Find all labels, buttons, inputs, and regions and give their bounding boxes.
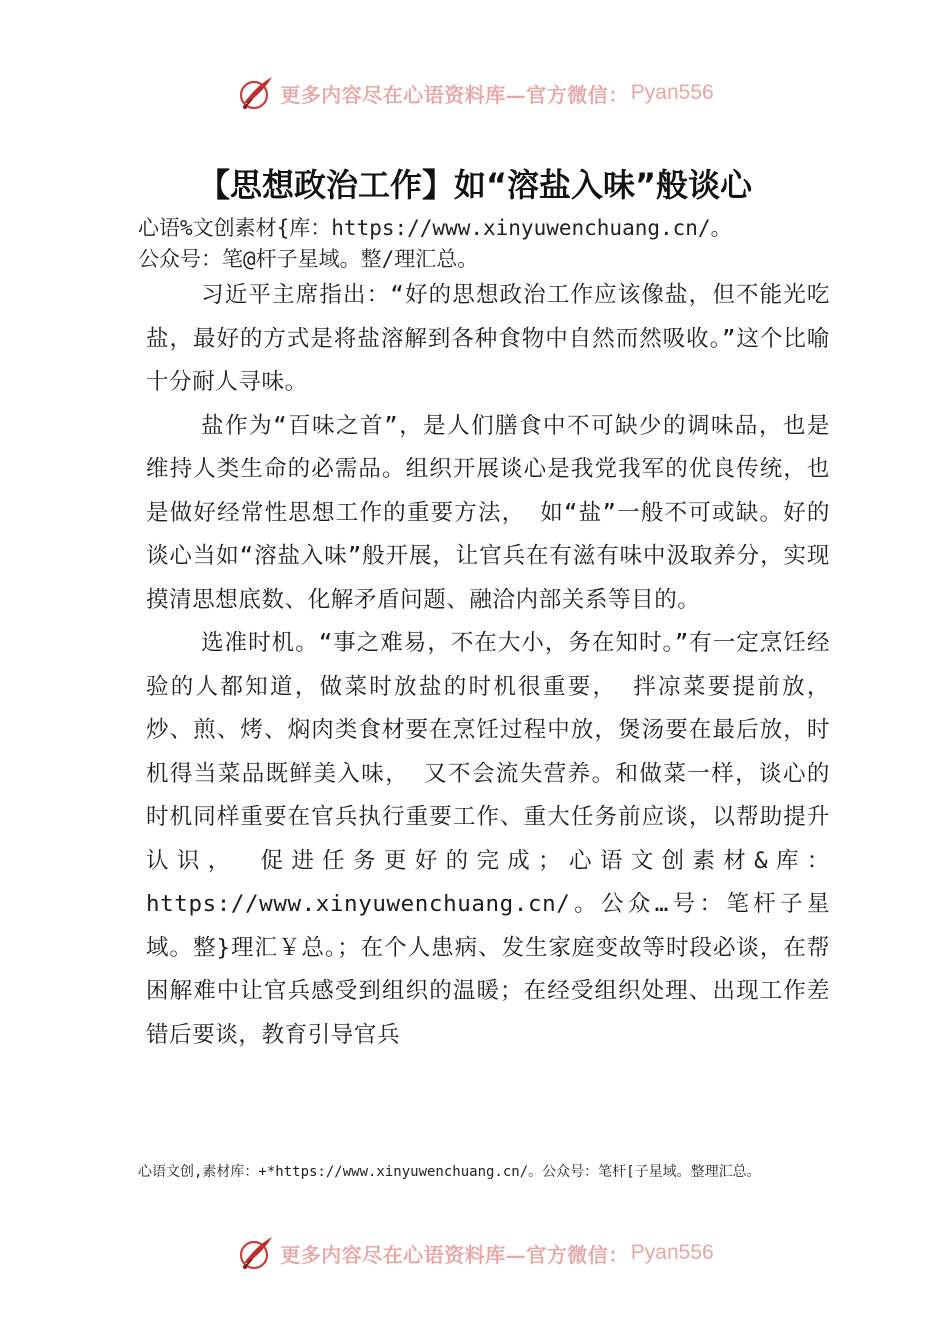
footer-banner [0, 1230, 950, 1276]
watermark-line-2: 公众号：笔@杆子星域。整/理汇总。 [138, 247, 479, 271]
footer-watermark-note: 心语文创,素材库：+*https://www.xinyuwenchuang.cn/。公众号：笔杆[子星域。整理汇总。 [138, 1164, 761, 1180]
paragraph-1: 习近平主席指出：“好的思想政治工作应该像盐，但不能光吃盐，最好的方式是将盐溶解到各种食物中自然而然吸收。”这个比喻十分耐人寻味。 [146, 282, 830, 395]
article-body [146, 274, 830, 1057]
paragraph-2: 盐作为“百味之首”，是人们膳食中不可缺少的调味品，也是维持人类生命的必需品。组织开展谈心是我党我军的优良传统，也是做好经常性思想工作的重要方法， 如“盐”一般不可或缺。好的谈心当如“溶盐入味”般开展，让官兵在有滋有味中汲取养分，实现摸清思想底数、化解矛盾问题、融洽内部关系等目的。 [146, 412, 830, 613]
watermark-line-1: 心语%文创素材{库：https://www.xinyuwenchuang.cn/。 [138, 216, 732, 240]
banner-text: 更多内容尽在心语资料库—官方微信： [280, 1242, 629, 1267]
quill-pen-logo-icon [236, 73, 276, 113]
document-title: 【思想政治工作】如“溶盐入味”般谈心 [197, 166, 753, 204]
paragraph-3: 选准时机。“事之难易，不在大小，务在知时。”有一定烹饪经验的人都知道，做菜时放盐的时机很重要， 拌凉菜要提前放，炒、煎、烤、焖肉类食材要在烹饪过程中放，煲汤要在最后放，时机得当菜品既鲜美入味， 又不会流失营养。和做菜一样，谈心的时机同样重要在官兵执行重要工作、重大任务前应谈，以帮助提升认识， 促进任务更好的完成；心语文创素材&库：https://www.xinyuwenchuang.cn/。公众…号：笔杆子星域。整}理汇￥总。；在个人患病、发生家庭变故等时段必谈，在帮困解难中让官兵感受到组织的温暖；在经受组织处理、出现工作差错后要谈，教育引导官兵 [146, 630, 830, 1048]
banner-wechat-handle: Pyan556 [630, 1241, 714, 1264]
header-banner [0, 70, 950, 116]
banner-text: 更多内容尽在心语资料库—官方微信： [280, 82, 629, 107]
quill-pen-logo-icon [236, 1233, 276, 1273]
banner-wechat-handle: Pyan556 [630, 81, 714, 104]
